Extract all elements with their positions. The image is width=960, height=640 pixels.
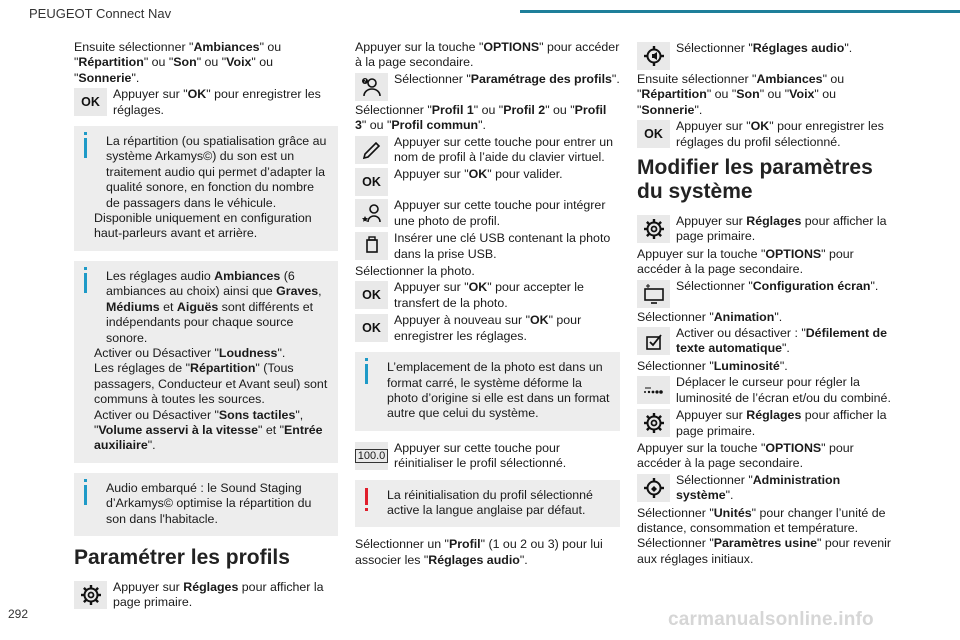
info-note: Les réglages audio Ambiances (6 ambiances au choix) ainsi que Graves, Médiums et Aiguës sont différents et indépendants pour chaque source sonore. Activer ou Désactiver "Loudness". Les réglages de "Répartition" (Tous passagers, Conducteur et Avant seul) sont communs à toutes les sources. Activer ou Désactiver "Sons tactiles", "Volume asservi à la vitesse" et "Entrée auxiliaire". [74, 261, 338, 463]
info-icon [84, 138, 87, 158]
settings-step: Appuyer sur Réglages pour afficher la page primaire. [637, 408, 901, 439]
info-note: La répartition (ou spatialisation grâce au système Arkamys©) du son est un traitement audio qui permet d’adapter la qualité sonore, en fonction du nombre de passagers dans le véhicule. Disponible uniquement en configuration haut-parleurs avant et arrière. [74, 126, 338, 251]
info-icon [84, 273, 87, 293]
warning-note: La réinitialisation du profil sélectionné active la langue anglaise par défaut. [355, 480, 620, 528]
ok-step: OK Appuyer sur "OK" pour valider. [355, 167, 620, 196]
gear-icon [74, 581, 107, 609]
photo-step: Appuyer sur cette touche pour intégrer une photo de profil. [355, 198, 620, 229]
usb-step: Insérer une clé USB contenant la photo dans la prise USB. [355, 231, 620, 262]
settings-step: Appuyer sur Réglages pour afficher la page primaire. [74, 580, 338, 611]
system-admin-step: Sélectionner "Administration système". [637, 473, 901, 504]
checkbox-icon [637, 327, 670, 355]
column-2: Appuyer sur la touche "OPTIONS" pour accéder à la page secondaire. ? Sélectionner "Paramétrage des profils". Sélectionner "Profil 1" ou "Profil 2" ou "Profil 3" ou "Profil commun". Appuyer sur cette touche pour entrer un nom de profil à l’aide du clavier virtuel. OK Appuyer sur "OK" pour valider. Appuyer sur cette touche pour intégrer une photo de profil. Insérer une clé USB contenant la photo dans la prise USB. Sélectionner la photo. OK Appuyer sur "OK" pour accepter le transfert de la photo. OK Appuyer à nouveau sur "OK" pour enregistrer les réglages. L’emplacement de la photo est dans un format carré, le système déforme la photo d’origine si elle est dans un format autre que celui du système. 100.0 Appuyer sur cette touche pour réinitialiser le profil sélectionné. La réinitialisation du profil sélectionné active la langue anglaise par défaut. Sélectionner un "Profil" (1 ou 2 ou 3) pour lui associer les "Réglages audio". [355, 40, 620, 567]
page-number: 292 [8, 607, 29, 621]
gear-icon [637, 409, 670, 437]
profile-photo-icon [355, 199, 388, 227]
svg-text:?: ? [363, 78, 366, 85]
reset-step: 100.0 Appuyer sur cette touche pour réinitialiser le profil sélectionné. [355, 441, 620, 472]
system-admin-icon [637, 474, 670, 502]
column-1 [74, 40, 338, 613]
watermark: carmanualsonline.info [668, 609, 874, 630]
ok-icon: OK [355, 281, 388, 309]
scroll-text-step: Activer ou désactiver : "Défilement de texte automatique". [637, 326, 901, 357]
screen-icon [637, 280, 670, 308]
profile-icon [355, 73, 388, 101]
ok-icon: OK [637, 120, 670, 148]
section-title: Modifier les paramètres du système [637, 156, 873, 204]
warning-icon [365, 488, 368, 505]
info-icon [365, 364, 368, 384]
ok-step: OK Appuyer sur "OK" pour accepter le transfert de la photo. [355, 280, 620, 311]
header-title: PEUGEOT Connect Nav [29, 6, 172, 21]
ok-step: OK Appuyer à nouveau sur "OK" pour enregistrer les réglages. [355, 313, 620, 344]
ok-icon: OK [355, 168, 388, 196]
screen-config-step: Sélectionner "Configuration écran". [637, 279, 901, 308]
gear-icon [637, 215, 670, 243]
header-accent-bar [520, 10, 960, 13]
usb-icon [355, 232, 388, 260]
audio-settings-step: Sélectionner "Réglages audio". [637, 41, 901, 70]
settings-step: Appuyer sur Réglages pour afficher la page primaire. [637, 214, 901, 245]
brightness-step: Déplacer le curseur pour régler la luminosité de l’écran et/ou du combiné. [637, 375, 901, 406]
ok-step: OK Appuyer sur "OK" pour enregistrer les réglages du profil sélectionné. [637, 119, 901, 150]
ok-icon: OK [74, 88, 107, 116]
info-icon [84, 485, 87, 505]
reset-icon: 100.0 [355, 442, 388, 470]
audio-settings-icon [637, 42, 670, 70]
pencil-icon [355, 136, 388, 164]
info-note: Audio embarqué : le Sound Staging d’Arkamys© optimise la répartition du son dans l'habitacle. [74, 473, 338, 536]
step-text: Appuyer sur "OK" pour enregistrer les réglages. [113, 87, 321, 117]
info-note: L’emplacement de la photo est dans un format carré, le système déforme la photo d’origine si elle est dans un format autre que celui du système. [355, 352, 620, 431]
profile-settings-step: ? Sélectionner "Paramétrage des profils". [355, 72, 620, 101]
ok-icon: OK [355, 314, 388, 342]
ok-step [74, 87, 338, 118]
edit-name-step: Appuyer sur cette touche pour entrer un nom de profil à l’aide du clavier virtuel. [355, 135, 620, 166]
column-3: Sélectionner "Réglages audio". Ensuite sélectionner "Ambiances" ou "Répartition" ou "Son" ou "Voix" ou "Sonnerie". OK Appuyer sur "OK" pour enregistrer les réglages du profil sélectionné. Modifier les paramètres du système Appuyer sur Réglages pour afficher la page primaire. Appuyer sur la touche "OPTIONS" pour accéder à la page secondaire. Sélectionner "Configuration écran". Sélectionner "Animation". Activer ou désactiver : "Défilement de texte automatique". Sélectionner "Luminosité". Déplacer le curseur pour régler la luminosité de l’écran et/ou du combiné. Appuyer sur Réglages pour afficher la page primaire. Appuyer sur la touche "OPTIONS" pour accéder à la page secondaire. Sélectionner "Administration système". Sélectionner "Unités" pour changer l’unité de distance, consommation et température. Sélectionner "Paramètres usine" pour revenir aux réglages initiaux. [637, 40, 901, 567]
paragraph: Ensuite sélectionner "Ambiances" ou "Répartition" ou "Son" ou "Voix" ou "Sonnerie". [74, 40, 282, 85]
brightness-slider-icon [637, 376, 670, 404]
section-title: Paramétrer les profils [74, 545, 290, 569]
